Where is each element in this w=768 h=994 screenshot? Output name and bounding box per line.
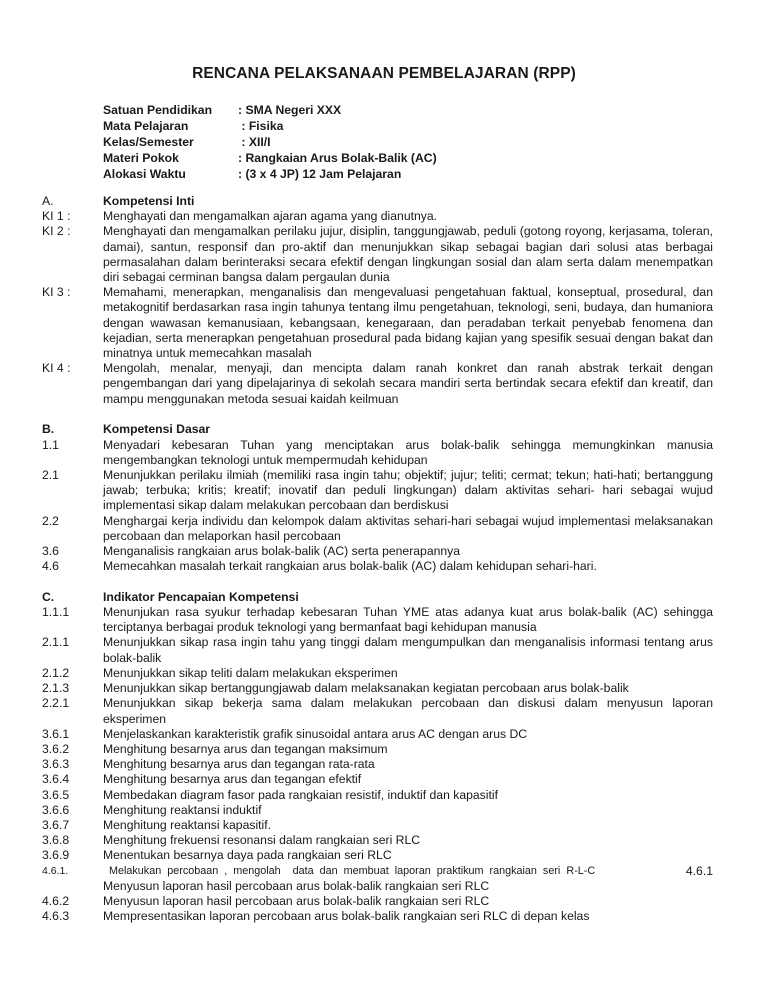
section-label: C. (42, 589, 55, 604)
item-text: Mempresentasikan laporan percobaan arus bolak-balik rangkaian seri RLC di depan kelas (103, 909, 590, 924)
identity-key: Alokasi Waktu (103, 167, 186, 181)
item-number: 3.6.2 (42, 741, 70, 756)
item-number: 1.1 (42, 437, 59, 452)
identity-row-satuan (103, 102, 437, 118)
item-number: 2.2.1 (42, 696, 70, 711)
list-item (42, 788, 713, 803)
item-text: Mengolah, menalar, menyaji, dan mencipta dalam ranah konkret dan ranah abstrak terkait dengan pengembangan dari yang dipelajarinya di sekolah secara mandiri serta bertindak secara efektif dan kreatif, dan mampu menggunakan metoda sesuai kaidah keilmuan (103, 361, 713, 406)
list-item (42, 818, 713, 833)
section-heading (42, 194, 713, 209)
item-text: Menyadari kebesaran Tuhan yang menciptakan arus bolak-balik sehingga memungkinkan manusia mengembangkan teknologi untuk mempermudah kehidupan (103, 437, 713, 467)
list-item (42, 803, 713, 818)
section-heading (42, 590, 713, 605)
item-text: Menentukan besarnya daya pada rangkaian seri RLC (103, 848, 392, 863)
item-number: 2.1.3 (42, 681, 70, 696)
item-number: 3.6.3 (42, 757, 70, 772)
item-text: Memahami, menerapkan, menganalisis dan mengevaluasi pengetahuan faktual, konseptual, prosedural, dan metakognitif berdasarkan rasa ingin tahunya tentang ilmu pengetahuan, teknologi, seni, budaya, dan humaniora dengan wawasan kemanusiaan, kebangsaan, kenegaraan, dan peradaban terkait penyebab fenomena dan kejadian, serta menerapkan pengetahuan prosedural pada bidang kajian yang spesifik sesuai dengan bakat dan minatnya untuk memecahkan masalah (103, 285, 713, 361)
item-text: Menunjukkan sikap rasa ingin tahu yang tinggi dalam mengumpulkan dan menganalisis informasi tentang arus bolak-balik (103, 635, 713, 665)
item-text-continuation: Menyusun laporan hasil percobaan arus bolak-balik rangkaian seri RLC (103, 878, 490, 893)
section-title: Kompetensi Dasar (103, 422, 211, 437)
item-text: Menghargai kerja individu dan kelompok dalam aktivitas sehari-hari sebagai wujud implementasi melaksanakan percobaan dan melaporkan hasil percobaan (103, 513, 713, 543)
identity-value: : (3 x 4 JP) 12 Jam Pelajaran (238, 167, 402, 181)
item-text: Menunjukkan sikap bekerja sama dalam melakukan percobaan dan diskusi dalam menyusun laporan eksperimen (103, 696, 713, 726)
list-item (42, 438, 713, 468)
item-number: 1.1.1 (42, 605, 70, 620)
item-number: 3.6.1 (42, 726, 70, 741)
item-number: 3.6.7 (42, 817, 70, 832)
item-number: 4.6.1. (42, 864, 69, 877)
item-text: Menghitung besarnya arus dan tegangan efektif (103, 772, 362, 787)
item-number: KI 2 : (42, 224, 71, 239)
section-indikator (42, 590, 713, 924)
identity-key: Materi Pokok (103, 151, 179, 165)
item-number: 2.1.2 (42, 665, 70, 680)
item-text: Menyusun laporan hasil percobaan arus bolak-balik rangkaian seri RLC (103, 893, 490, 908)
list-item (42, 635, 713, 665)
identity-value: : Rangkaian Arus Bolak-Balik (AC) (238, 151, 437, 165)
identity-row-mapel (103, 118, 437, 134)
section-label: A. (42, 194, 54, 208)
identity-value: : SMA Negeri XXX (238, 103, 342, 117)
document-body (42, 194, 713, 940)
item-text: Memecahkan masalah terkait rangkaian arus bolak-balik (AC) dalam kehidupan sehari-hari. (103, 559, 597, 574)
section-heading (42, 422, 713, 437)
list-item (42, 848, 713, 863)
identity-value: : XII/I (238, 135, 271, 149)
item-number: 3.6.8 (42, 833, 70, 848)
item-text-group (103, 864, 713, 894)
item-text: Menghitung besarnya arus dan tegangan rata-rata (103, 757, 375, 772)
item-number: KI 3 : (42, 285, 71, 300)
list-item (42, 727, 713, 742)
item-text: Menganalisis rangkaian arus bolak-balik (AC) serta penerapannya (103, 543, 461, 558)
item-text: Menunjukkan sikap teliti dalam melakukan eksperimen (103, 665, 398, 680)
list-item (42, 909, 713, 924)
identity-value: : Fisika (238, 119, 284, 133)
item-number: KI 1 : (42, 209, 71, 224)
identity-key: Satuan Pendidikan (103, 103, 213, 117)
item-number: 2.1.1 (42, 635, 70, 650)
list-item (42, 544, 713, 559)
item-text: Menghitung besarnya arus dan tegangan maksimum (103, 741, 388, 756)
item-text: Menunjukkan sikap bertanggungjawab dalam melaksanakan kegiatan percobaan arus bolak-balik (103, 681, 629, 696)
identity-row-kelas (103, 134, 437, 150)
list-item (42, 757, 713, 772)
list-item (42, 696, 713, 726)
item-text (103, 864, 713, 879)
section-kompetensi-dasar (42, 422, 713, 574)
list-item (42, 224, 713, 285)
section-kompetensi-inti (42, 194, 713, 407)
list-item (42, 666, 713, 681)
list-item (42, 772, 713, 787)
item-number: 4.6.2 (42, 893, 70, 908)
item-number: 3.6.5 (42, 787, 70, 802)
item-number: 4.6 (42, 559, 59, 574)
item-number: 2.1 (42, 467, 59, 482)
list-item (42, 681, 713, 696)
item-text-tail: 4.6.1 (685, 863, 713, 878)
identity-key: Mata Pelajaran (103, 119, 189, 133)
page-title: RENCANA PELAKSANAAN PEMBELAJARAN (RPP) (192, 65, 576, 82)
list-item (42, 833, 713, 848)
item-number: 2.2 (42, 513, 59, 528)
item-number: 3.6.9 (42, 848, 70, 863)
item-text: Menunjukan rasa syukur terhadap kebesaran Tuhan YME atas adanya kuat arus bolak-balik (AC) sehingga terciptanya berbagai produk teknologi yang bermanfaat bagi kehidupan manusia (103, 605, 713, 635)
section-title: Kompetensi Inti (103, 194, 195, 208)
list-item (42, 285, 713, 361)
list-item (42, 894, 713, 909)
item-text: Menjelaskankan karakteristik grafik sinusoidal antara arus AC dengan arus DC (103, 726, 528, 741)
identity-key: Kelas/Semester (103, 135, 194, 149)
section-label: B. (42, 422, 55, 437)
item-number: 3.6.6 (42, 802, 70, 817)
identity-table (103, 102, 437, 182)
item-number: KI 4 : (42, 361, 71, 376)
item-number: 3.6.4 (42, 772, 70, 787)
item-number: 4.6.3 (42, 909, 70, 924)
item-text: Membedakan diagram fasor pada rangkaian resistif, induktif dan kapasitif (103, 787, 498, 802)
list-item (42, 468, 713, 514)
item-number: 3.6 (42, 543, 59, 558)
list-item (42, 514, 713, 544)
list-item (42, 605, 713, 635)
item-text: Menghayati dan mengamalkan perilaku jujur, disiplin, tanggungjawab, peduli (gotong royong, kerjasama, toleran, damai), santun, responsif dan pro-aktif dan menunjukkan sikap sebagai bagian dari solusi atas berbagai permasalahan dalam berinteraksi secara efektif dengan lingkungan sosial dan alam serta dalam menempatkan diri sebagai cerminan bangsa dalam pergaulan dunia (103, 224, 713, 285)
list-item (42, 742, 713, 757)
list-item (42, 209, 713, 224)
section-title: Indikator Pencapaian Kompetensi (103, 589, 299, 604)
identity-row-alokasi (103, 166, 437, 182)
identity-row-materi (103, 150, 437, 166)
item-text: Menunjukkan perilaku ilmiah (memiliki rasa ingin tahu; objektif; jujur; teliti; cermat; tekun; hati-hati; bertanggung jawab; terbuka; kritis; kreatif; inovatif dan peduli lingkungan) dalam aktivitas sehari- hari sebagai wujud implementasi sikap dalam melakukan percobaan dan berdiskusi (103, 467, 713, 513)
list-item (42, 361, 713, 407)
list-item (42, 864, 713, 894)
item-text: Menghayati dan mengamalkan ajaran agama yang dianutnya. (103, 209, 438, 224)
list-item (42, 559, 713, 574)
item-text: Menghitung reaktansi induktif (103, 802, 262, 817)
item-text: Menghitung reaktansi kapasitif. (103, 817, 272, 832)
item-text-main: Melakukan percobaan , mengolah data dan membuat laporan praktikum rangkaian seri R-L-C (103, 864, 596, 877)
item-text: Menghitung frekuensi resonansi dalam rangkaian seri RLC (103, 833, 421, 848)
